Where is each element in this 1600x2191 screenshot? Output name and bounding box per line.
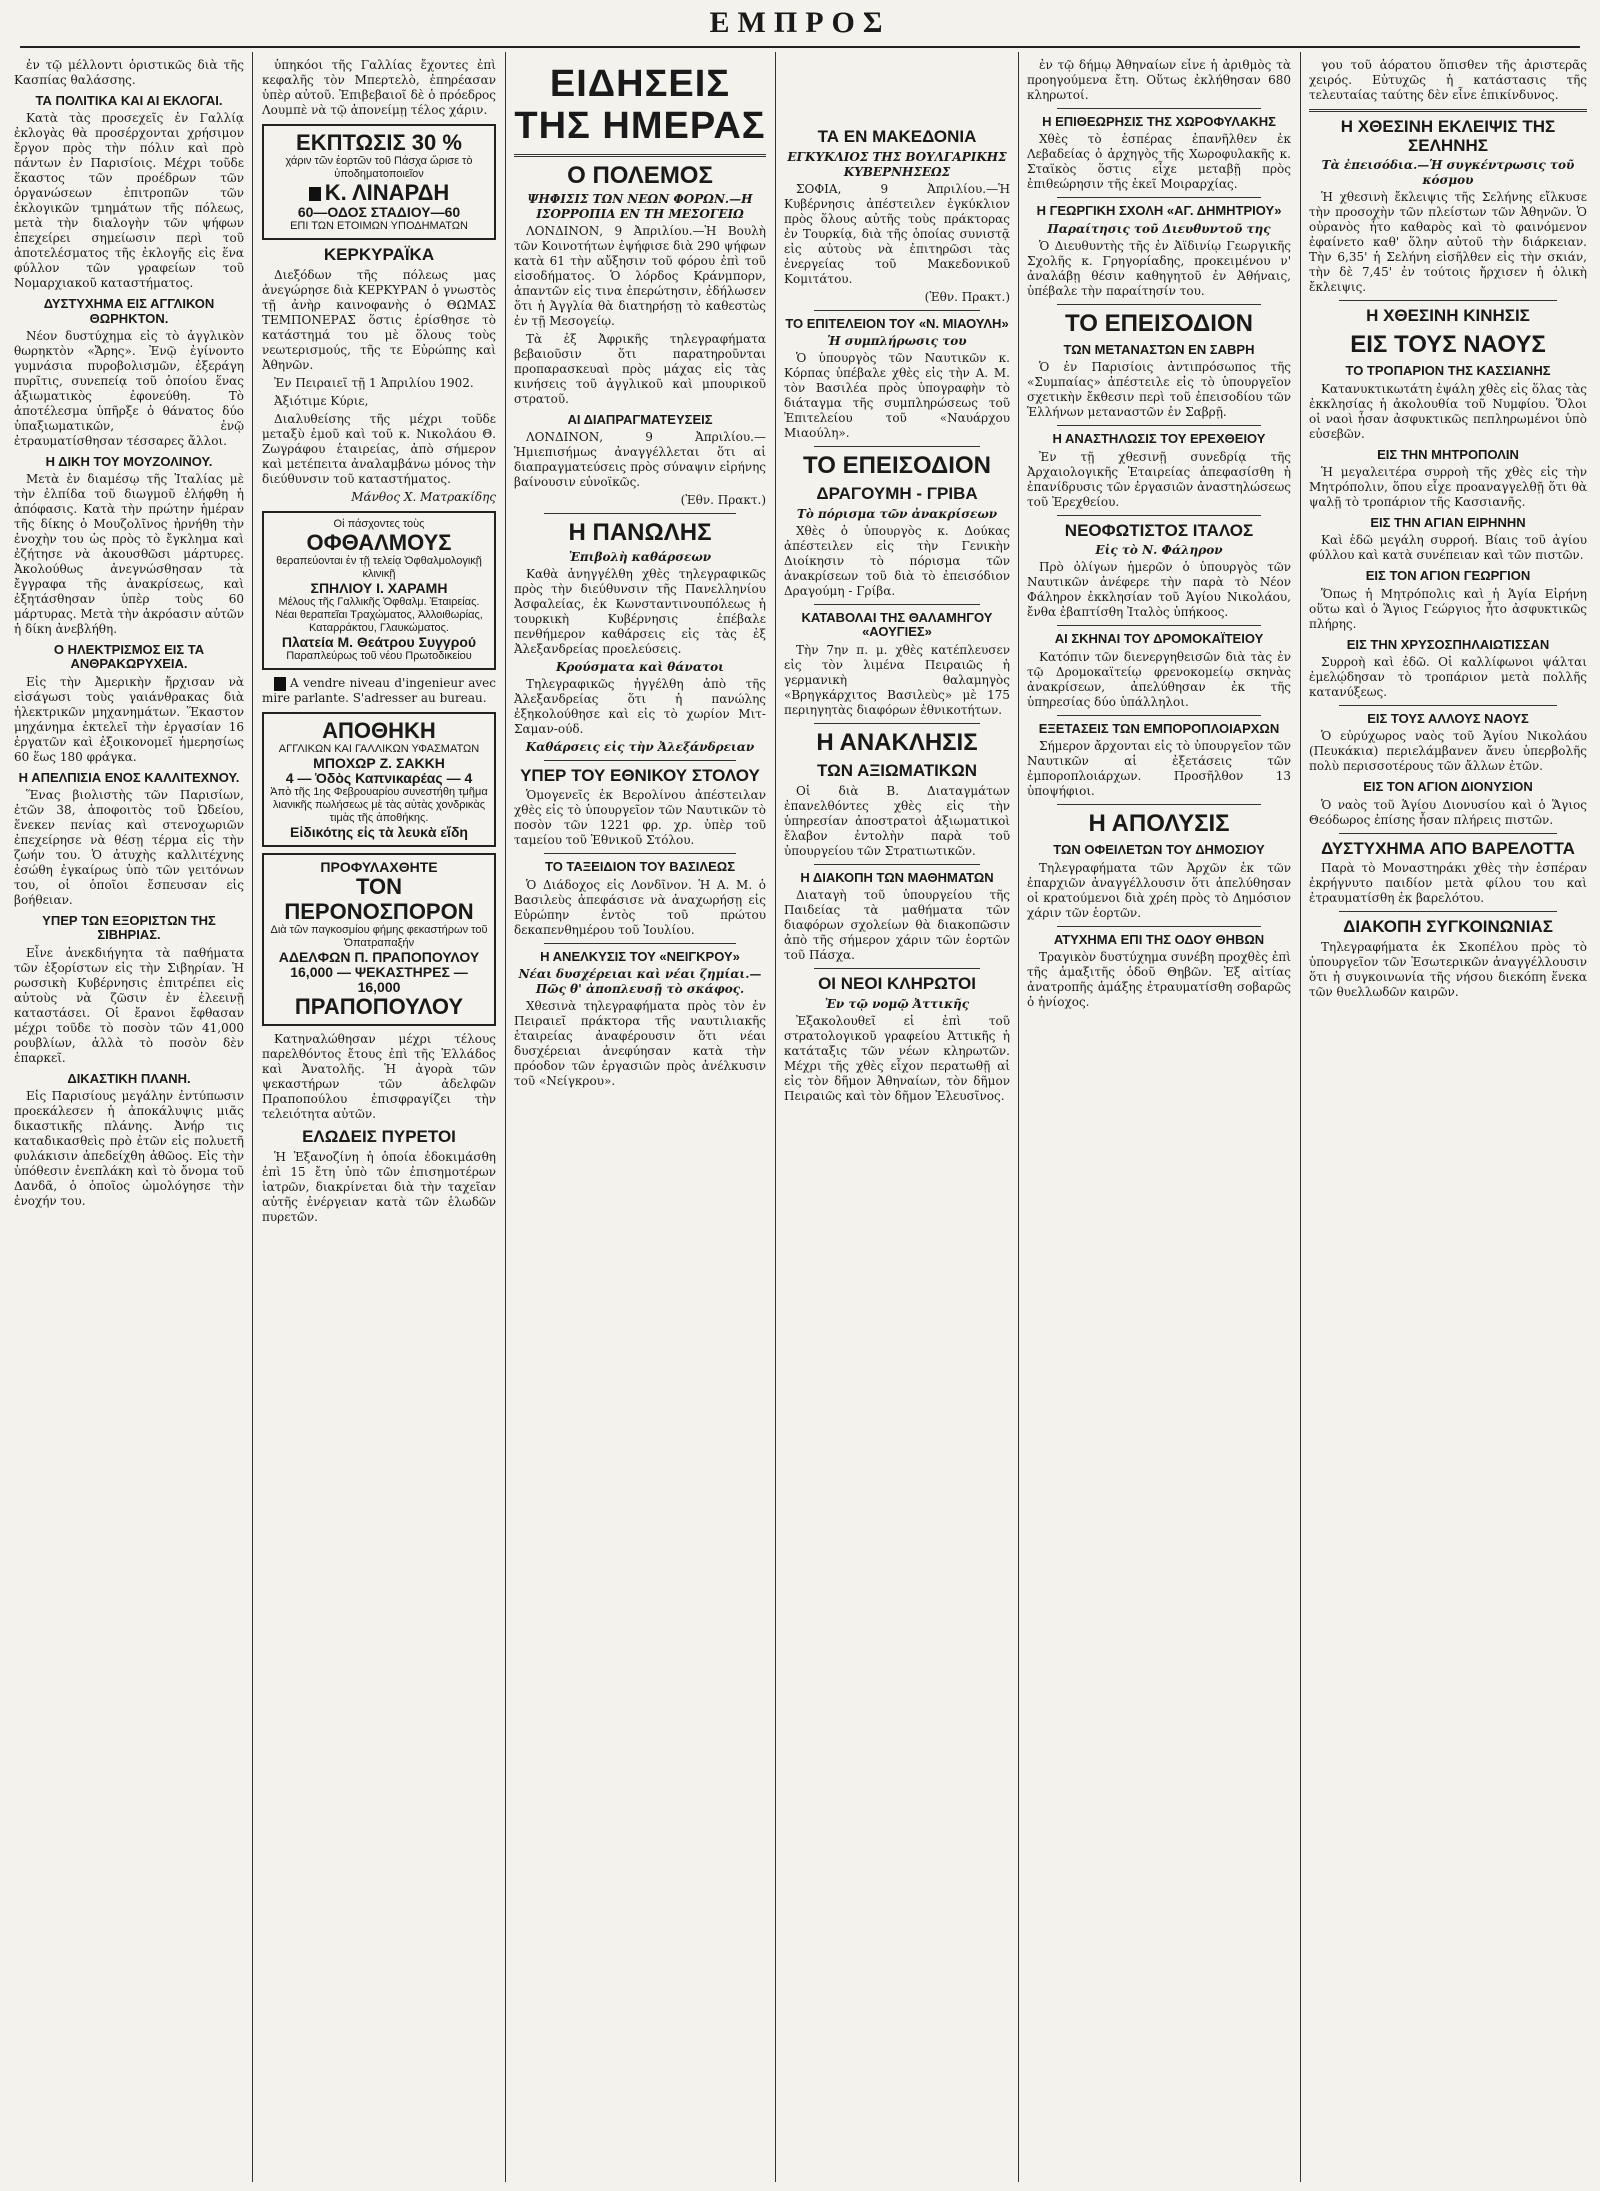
divider — [544, 760, 736, 761]
headline: ΤΟ ΤΡΟΠΑΡΙΟΝ ΤΗΣ ΚΑΣΣΙΑΝΗΣ — [1345, 363, 1551, 379]
headline: Ο ΠΟΛΕΜΟΣ — [567, 161, 713, 189]
column-rule — [505, 52, 506, 2182]
column-5 — [1027, 58, 1291, 2178]
divider — [544, 513, 736, 514]
article-text: Τηλεγραφικῶς ἠγγέλθη ἀπὸ τῆς Ἀλεξανδρείας ὅτι ἡ πανώλης ἐξηκολούθησε καὶ εἰς τὸ χωρίον Μιτ-Σαμαν-ούδ. — [514, 676, 766, 736]
article-text: Τραγικὸν δυστύχημα συνέβη προχθὲς ἐπὶ τῆς ἁμαξιτῆς ὁδοῦ Θηβῶν. Ἐξ αἰτίας ἀνατροπῆς ἁμάξης ἐτραυματίσθη σοβαρῶς ὁ ἡνίοχος. — [1027, 949, 1291, 1009]
article-text: Εἰς τὴν Ἀμερικὴν ἤρχισαν νὰ εἰσάγωσι τοὺς γαιάνθρακας διὰ ἠλεκτρικῶν μηχανημάτων. Ἕκαστον μηχάνημα ἐκτελεῖ τὴν ἐργασίαν 16 ἐργατῶν καὶ ἐξοικονομεῖ ἡμερησίως 60 ἕως 180 φράγκα. — [14, 674, 244, 764]
ad-name: Κ. ΛΙΝΑΡΔΗ — [268, 181, 490, 205]
article-text: Χθὲς ὁ ὑπουργὸς κ. Δούκας ἀπέστειλεν εἰς τὴν Γενικὴν Διοίκησιν τὸ πόρισμα τῶν ἀνακρίσεων τοῦ διὰ τὸ ἐπεισόδιον Δραγούμη - Γρίβα. — [784, 524, 1010, 599]
divider — [1057, 304, 1261, 305]
headline: ΔΡΑΓΟΥΜΗ - ΓΡΙΒΑ — [816, 484, 978, 504]
headline: Η ΧΘΕΣΙΝΗ ΚΙΝΗΣΙΣ — [1366, 306, 1530, 326]
ad-count: 16,000 — ΨΕΚΑΣΤΗΡΕΣ — 16,000 — [290, 963, 468, 995]
ad-address: Πλατεία Μ. Θεάτρου Συγγρού — [281, 634, 477, 651]
article-text: Ἐξακολουθεῖ εἰ ἐπὶ τοῦ στρατολογικοῦ γραφείου Ἀττικῆς ἡ κατάταξις τῶν νέων κληρωτῶν. Μέχρι τῆς χθὲς εἶχον περατωθῇ αἱ εἰς τὸν δῆμον Ἀθηναίων, τὸν δῆμον Πειραιῶς καὶ τὸν δῆμον Ἐλευσῖνος. — [784, 1013, 1010, 1103]
advertisement-ophthalmology — [262, 511, 496, 670]
bullet-icon — [309, 187, 321, 201]
ad-text: ΑΓΓΛΙΚΩΝ ΚΑΙ ΓΑΛΛΙΚΩΝ ΥΦΑΣΜΑΤΩΝ — [278, 743, 480, 756]
subheadline: Ἡ συμπλήρωσις του — [827, 333, 967, 348]
headline: ΕΙΣ ΤΟΥΣ ΑΛΛΟΥΣ ΝΑΟΥΣ — [1367, 710, 1529, 726]
source-credit: (Ἐθν. Πρακτ.) — [924, 289, 1010, 304]
article-text: Ὁ Διευθυντὴς τῆς ἐν Ἀϊδινίῳ Γεωργικῆς Σχολῆς κ. Γρηγορίαδης, προκειμένου ν' ἀναλάβῃ θέσιν καθηγητοῦ ἐν Ἀθήναις, ὑπέβαλε τὴν παραίτησίν του. — [1027, 238, 1291, 298]
headline: Η ΑΝΕΛΚΥΣΙΣ ΤΟΥ «ΝΕΙΓΚΡΟΥ» — [540, 948, 740, 964]
divider — [1057, 425, 1261, 426]
masthead-title: ΕΜΠΡΟΣ — [709, 6, 891, 39]
ad-address: 60—ΟΔΟΣ ΣΤΑΔΙΟΥ—60 — [297, 204, 461, 221]
headline: ΚΑΤΑΒΟΛΑΙ ΤΗΣ ΘΑΛΑΜΗΓΟΥ «ΑΟΥΓΙΕΣ» — [801, 610, 993, 640]
article-text: Διεξόδων τῆς πόλεως μας ἀνεγώρησε διὰ ΚΕΡΚΥΡΑΝ ὁ γνωστὸς τῇ ἀνὴρ καινοφανὴς ὁ ΘΩΜΑΣ ΤΕΜΠΟΝΕΡΑΣ ὅστις ἐρίσθησε τὸ κατάστημά του μὲ ὅλους τοὺς νεωτερισμούς, τῆς τε Εὐρώπης καὶ Ἀθηνῶν. — [262, 268, 496, 373]
divider — [814, 604, 980, 605]
subheadline: Τὸ πόρισμα τῶν ἀνακρίσεων — [796, 507, 998, 522]
subheadline: Νέαι δυσχέρειαι καὶ νέαι ζημίαι.—Πῶς θ' ἀποπλευσῇ τὸ σκάφος. — [518, 966, 762, 996]
article-text: Καὶ ἐδῶ μεγάλη συρροή. Βίαις τοῦ ἀγίου φύλλου καὶ κατὰ συνέπειαν καὶ τῶν πιστῶν. — [1309, 533, 1587, 563]
headline: Η ΠΑΝΩΛΗΣ — [568, 519, 712, 547]
article-text: Κατανυκτικωτάτη ἐψάλη χθὲς εἰς ὅλας τὰς ἐκκλησίας ἡ ἀκολουθία τοῦ Νυμφίου. Ὅλοι οἱ ναοὶ ἦσαν ἀσφυκτικῶς πεπληρωμένοι ὑπὸ εὐσεβῶν. — [1309, 381, 1587, 441]
ad-text: Μέλους τῆς Γαλλικῆς Ὀφθαλμ. Ἑταιρείας. Νέαι θεραπεῖαι Τραχώματος, Ἀλλοιθωρίας, Καταρράκτου, Γλαυκώματος. — [275, 596, 483, 635]
article-text: Χθὲς τὸ ἑσπέρας ἐπανῆλθεν ἐκ Λεβαδείας ὁ ἀρχηγὸς τῆς Χωροφυλακῆς κ. Σταϊκὸς ὅστις εἶχε μεταβῇ πρὸς ἐπιθεώρησιν τῆς ἐκεῖ Μοιραρχίας. — [1027, 132, 1291, 192]
article-text: Χθεσινὰ τηλεγραφήματα πρὸς τὸν ἐν Πειραιεῖ πράκτορα τῆς ναυτιλιακῆς ἑταιρείας ἀναφέρουσιν ὅτι νέαι δυσχέρειαι ἀνεφύησαν κατὰ τὴν πρόοδον τῶν ἐργασιῶν πρὸς ἀνέλκυσιν τοῦ «Νείγκρου». — [514, 998, 766, 1088]
headline: ΑΙ ΔΙΑΠΡΑΓΜΑΤΕΥΣΕΙΣ — [567, 411, 713, 427]
article-text: Σήμερον ἄρχονται εἰς τὸ ὑπουργεῖον τῶν Ναυτικῶν αἱ ἐξετάσεις τῶν ἐμποροπλοιάρχων. Προσῆλθον 13 ὑποψήφιοι. — [1027, 738, 1291, 798]
article-text: ΣΟΦΙΑ, 9 Ἀπριλίου.—Ἡ Κυβέρνησις ἀπέστειλεν ἐγκύκλιον πρὸς ὅλους αὐτῆς τοὺς πράκτορας ἐν Τουρκίᾳ, διὰ τῆς ὁποίας συνιστᾷ εἰς αὐτοὺς νὰ ἐπιτηρῶσι τὰς ἐνεργείας τοῦ Μακεδονικοῦ Κομιτάτου. — [784, 181, 1010, 286]
article-text: Ὁ ναὸς τοῦ Ἁγίου Διονυσίου καὶ ὁ Ἅγιος Θεόδωρος ἐπίσης ἦσαν πλήρεις πιστῶν. — [1309, 797, 1587, 827]
advertisement-discount — [262, 124, 496, 240]
letter-signature: Μάνθος Χ. Ματρακίδης — [351, 490, 496, 505]
divider — [544, 853, 736, 854]
masthead-rule — [20, 46, 1580, 48]
subheadline: ΕΙΣ ΤΗΝ ΧΡΥΣΟΣΠΗΛΑΙΩΤΙΣΣΑΝ — [1346, 636, 1550, 652]
article-text: Διαταγὴ τοῦ ὑπουργείου τῆς Παιδείας τὰ μαθήματα τῶν διαφόρων σχολείων θὰ διακοπῶσιν ἀπὸ τῆς σήμερον χάριν τῶν ἑορτῶν τοῦ Πάσχα. — [784, 888, 1010, 963]
headline: ΟΙ ΝΕΟΙ ΚΛΗΡΩΤΟΙ — [818, 974, 976, 994]
ad-text: Ἀπὸ τῆς 1ης Φεβρουαρίου συνεστήθη τμῆμα λιανικῆς πωλήσεως μὲ τὰς αὐτὰς χονδρικὰς τιμὰς τῆς ἀποθήκης. — [270, 786, 488, 825]
headline: ΔΙΚΑΣΤΙΚΗ ΠΛΑΝΗ. — [67, 1070, 191, 1086]
headline: ΤΩΝ ΟΦΕΙΛΕΤΩΝ ΤΟΥ ΔΗΜΟΣΙΟΥ — [1053, 842, 1265, 858]
divider — [1057, 804, 1261, 805]
column-6 — [1309, 58, 1587, 2178]
article-text: Τηλεγραφήματα τῶν Ἀρχῶν ἐκ τῶν ἐπαρχιῶν ἀναγγέλλουσιν ὅτι ἀπελύθησαν οἱ κρατούμενοι διὰ χρέη πρὸς τὸ Δημόσιον χάριν τῶν ἑορτῶν. — [1027, 860, 1291, 920]
column-rule — [1018, 52, 1019, 2182]
headline: ΥΠΕΡ ΤΩΝ ΕΞΟΡΙΣΤΩΝ ΤΗΣ ΣΙΒΗΡΙΑΣ. — [42, 913, 216, 943]
article-text: Εἶνε ἀνεκδιήγητα τὰ παθήματα τῶν ἐξορίστων εἰς τὴν Σιβηρίαν. Ἡ ρωσσικὴ Κυβέρνησις ἐπιτρέπει εἰς αὐτοὺς νὰ ζῶσιν ἐν ἐλεεινῇ καταστάσει. Οἱ ἔρανοι ἔφθασαν μέχρι τοῦδε τὸ ποσὸν τῶν 41,000 ρουβλίων, ἀλλὰ τὸ ποσὸν δὲν ἐπαρκεῖ. — [14, 945, 244, 1065]
headline: ΕΞΕΤΑΣΕΙΣ ΤΩΝ ΕΜΠΟΡΟΠΛΟΙΑΡΧΩΝ — [1038, 720, 1280, 736]
headline: ΔΥΣΤΥΧΗΜΑ ΑΠΟ ΒΑΡΕΛΟΤΤΑ — [1321, 838, 1575, 858]
divider — [1057, 625, 1261, 626]
article-text: Πρὸ ὀλίγων ἡμερῶν ὁ ὑπουργὸς τῶν Ναυτικῶν ἀνέφερε τὴν παρὰ τὸ Νέον Φάληρον ἐκκλησίαν τοῦ Ἁγίου Νικολάου, ἔνθα ἐβαπτίσθη Ἰταλὸς ὑπήκοος. — [1027, 560, 1291, 620]
column-4 — [784, 58, 1010, 2178]
ad-head: ΠΡΟΦΥΛΑΧΘΗΤΕ — [320, 859, 438, 876]
article-text: ἐν τῷ μέλλοντι ὁριστικῶς διὰ τῆς Κασπίας θαλάσσης. — [14, 58, 244, 87]
ad-title: ΤΟΝ ΠΕΡΟΝΟΣΠΟΡΟΝ — [284, 874, 474, 924]
headline: ΔΙΑΚΟΠΗ ΣΥΓΚΟΙΝΩΝΙΑΣ — [1343, 917, 1553, 937]
article-text: Εἰς Παρισίους μεγάλην ἐντύπωσιν προεκάλεσεν ἡ ἀποκάλυψις μιᾶς δικαστικῆς πλάνης. Ἀνήρ τις καταδικασθεὶς πρὸ ἐτῶν εἰς πολυετῆ φυλάκισιν ἀπεδείχθη ἀθῶος. Εἰς τὴν ὑπόθεσιν ἐνεπλάκη καὶ τὸ ὄνομα τοῦ Δανδᾶ, ὁ ὁποῖος ὡμολόγησε τὴν ἐνοχήν του. — [14, 1088, 244, 1208]
ad-name: ΜΠΟΧΩΡ Ζ. ΣΑΚΚΗ — [313, 755, 445, 772]
headline: Η ΑΠΟΛΥΣΙΣ — [1088, 809, 1230, 837]
ad-footer: Εἰδικότης εἰς τὰ λευκὰ εἴδη — [290, 824, 468, 841]
headline: Η ΑΝΑΚΛΗΣΙΣ — [816, 728, 978, 756]
headline: ΕΙΣ ΤΟΥΣ ΝΑΟΥΣ — [1350, 331, 1546, 359]
divider — [544, 943, 736, 944]
article-text: Κατηναλώθησαν μέχρι τέλους παρελθόντος ἔτους ἐπὶ τῆς Ἑλλάδος καὶ Ἀνατολῆς. Ἡ ἀγορὰ τῶν ψεκαστήρων τῶν ἀδελφῶν Πραποπούλου ἐπισφραγίζει τὴν τελειότητα αὐτῶν. — [262, 1032, 496, 1121]
article-text: Παρὰ τὸ Μοναστηράκι χθὲς τὴν ἑσπέραν ἐκρήγνυτο παιδίον μετὰ φίλου του καὶ ἐτραυματίσθη ἐκ βαρελότου. — [1309, 861, 1587, 906]
ad-address: 4 — Ὁδὸς Καπνικαρέας — 4 — [285, 770, 473, 787]
ad-title: ΑΠΟΘΗΚΗ — [322, 718, 436, 744]
headline: Η ΔΙΑΚΟΠΗ ΤΩΝ ΜΑΘΗΜΑΤΩΝ — [800, 869, 994, 885]
article-text: Ὁ εὐρύχωρος ναὸς τοῦ Ἁγίου Νικολάου (Πευκάκια) περιελάμβανεν ἄνευ ὑπερβολῆς πολὺ περισσοτέρους τῶν ἄλλων ἐτῶν. — [1309, 729, 1587, 774]
article-text: Ἡ χθεσινὴ ἔκλειψις τῆς Σελήνης εἴλκυσε τὴν προσοχὴν τῶν πλείστων τῶν Ἀθηνῶν. Ὁ οὐρανὸς ἦτο καθαρὸς καὶ τὸ φαινόμενον ἐφαίνετο καθ' ὅλην αὐτοῦ τὴν διάρκειαν. Τὴν 6,35' ἡ Σελήνη εἰσῆλθεν εἰς τὴν σκιάν, τὴν δὲ 7,45' ἐν τούτοις ἤρχισεν ἡ ὁλικὴ ἔκλειψις. — [1309, 190, 1587, 295]
article-text: Οἱ διὰ Β. Διαταγμάτων ἐπανελθόντες χθὲς εἰς τὴν ὑπηρεσίαν ἀποστρατοὶ ἀξιωματικοὶ ἔλαβον ἐντολὴν παρὰ τοῦ ὑπουργείου τῶν Στρατιωτικῶν. — [784, 783, 1010, 858]
letter-salutation: Ἀξιότιμε Κύριε, — [274, 394, 369, 409]
headline: ΤΟ ΕΠΕΙΣΟΔΙΟΝ — [803, 451, 991, 479]
article-text: Ἕνας βιολιστὴς τῶν Παρισίων, ἐτῶν 38, ἀποφοιτὸς τοῦ Ὠδείου, ἕνεκεν πενίας καὶ στενοχωριῶν ἐπεχείρησε νὰ θέσῃ τέρμα εἰς τὴν ζωήν του. Ὁ ἀτυχὴς καλλιτέχνης ἐσώθη ἐγκαίρως ὑπὸ τῶν γειτόνων του, οἱ ὁποῖοι ἔσπευσαν εἰς βοήθειαν. — [14, 788, 244, 908]
article-text: Συρροὴ καὶ ἐδῶ. Οἱ καλλίφωνοι ψάλται ἐμελῴδησαν τὸ τροπάριον μετὰ πολλῆς κατανύξεως. — [1309, 654, 1587, 699]
bullet-icon — [274, 677, 286, 691]
ad-footer: ΕΠΙ ΤΩΝ ΕΤΟΙΜΩΝ ΥΠΟΔΗΜΑΤΩΝ — [290, 220, 468, 233]
column-2 — [262, 58, 496, 2178]
article-text: Τὰ ἐξ Ἀφρικῆς τηλεγραφήματα βεβαιοῦσιν ὅτι παρατηροῦνται προπαρασκευαὶ πρὸς μάχας εἰς τὰς κινήσεις τοῦ ἀγγλικοῦ καὶ μπουρικοῦ στρατοῦ. — [514, 331, 766, 406]
headline: Η ΑΠΕΛΠΙΣΙΑ ΕΝΟΣ ΚΑΛΛΙΤΕΧΝΟΥ. — [18, 769, 240, 785]
divider — [1309, 109, 1587, 112]
divider — [1339, 833, 1557, 834]
divider — [814, 864, 980, 865]
article-text: Ἐν τῇ χθεσινῇ συνεδρίᾳ τῆς Ἀρχαιολογικῆς Ἑταιρείας ἀπεφασίσθη ἡ ἐπανίδρυσις τῶν ἐργασιῶν ἀναστηλώσεως τοῦ Ἐρεχθείου. — [1027, 449, 1291, 509]
subheadline: Ἐπιβολὴ καθάρσεων — [568, 549, 712, 564]
source-credit: (Ἐθν. Πρακτ.) — [680, 493, 766, 508]
article-text: Νέον δυστύχημα εἰς τὸ ἀγγλικὸν θωρηκτὸν «Ἄρης». Ἐνῷ ἐγίνοντο γυμνάσια πυροβολισμῶν, ἐξεράγη πυρῖτις, συνεπείᾳ τοῦ ὁποίου ἕνας ἀξιωματικὸς ἐφονεύθη. Τὸ ἀποτέλεσμα ὑπῆρξε ὁ θάνατος δύο ὑπαξιωματικῶν, ἐνῷ ἐτραυματίσθησαν τέσσαρες ἄλλοι. — [14, 328, 244, 448]
headline: ΥΠΕΡ ΤΟΥ ΕΘΝΙΚΟΥ ΣΤΟΛΟΥ — [520, 765, 760, 785]
advertisement-sprayers — [262, 853, 496, 1026]
ad-text: χάριν τῶν ἑορτῶν τοῦ Πάσχα ὥρισε τὸ ὑποδηματοποιεῖον — [285, 155, 473, 181]
divider — [814, 310, 980, 311]
column-rule — [252, 52, 253, 2182]
article-text: Μετὰ ἐν διαμέσῳ τῆς Ἰταλίας μὲ τὴν ἐλπίδα τοῦ διωγμοῦ ἐλήφθη ἡ ἀπόφασις. Κατὰ τὴν πρώτην ἡμέραν τῆς δίκης ὁ Μουζολῖνος ἠρνήθη τὴν ἐνοχὴν του ὡς πρὸς τὸ ἔγκλημα καὶ ἐζήτησε νὰ ἀκουσθῶσι μάρτυρες. Ἀκολούθως ἀνεγνώσθησαν τὰ ἔγγραφα τῆς ἀνακρίσεως, καὶ ἐξητάσθησαν ὑπὲρ τοὺς 60 μάρτυρας. Μετὰ τὴν ἀκρόασιν αὐτῶν ἡ δίκη ἀνεβλήθη. — [14, 472, 244, 637]
article-text: Ἡ μεγαλειτέρα συρροὴ τῆς χθὲς εἰς τὴν Μητρόπολιν, ὅπου εἶχε προαναγγελθῇ ὅτι θὰ ψαλῇ τὸ τροπάριον τῆς Κασσιανῆς. — [1309, 465, 1587, 510]
classified-ad: A vendre niveau d'ingenieur avec mire parlante. S'adresser au bureau. — [262, 676, 496, 706]
subheadline: ΕΙΣ ΤΟΝ ΑΓΙΟΝ ΓΕΩΡΓΙΟΝ — [1365, 568, 1531, 584]
ad-text: θεραπεύονται ἐν τῇ τελείᾳ Ὀφθαλμολογικῇ κλινικῇ — [276, 555, 482, 581]
article-text: Ὅπως ἡ Μητρόπολις καὶ ἡ Ἁγία Εἰρήνη οὕτω καὶ ὁ Ἅγιος Γεώργιος ἦτο ἀσφυκτικῶς πλήρης. — [1309, 586, 1587, 631]
divider — [1057, 108, 1261, 109]
ad-text: Διὰ τῶν παγκοσμίου φήμης φεκαστήρων τοῦ Ὀπατραπαξήν — [270, 923, 488, 949]
headline: Η ΑΝΑΣΤΗΛΩΣΙΣ ΤΟΥ ΕΡΕΧΘΕΙΟΥ — [1052, 431, 1266, 447]
ad-address: Παραπλεύρως τοῦ νέου Πρωτοδικείου — [286, 650, 472, 663]
subheadline: Τὰ ἐπεισόδια.—Ἡ συγκέντρωσις τοῦ κόσμου — [1321, 158, 1575, 188]
article-text: Τὴν 7ην π. μ. χθὲς κατέπλευσεν εἰς τὸν λιμένα Πειραιῶς ἡ γερμανικὴ θαλαμηγὸς «Βρηγκάρχιτος Βασιλεὺς» μὲ 175 περιηγητὰς διαφόρων ἐθνικοτήτων. — [784, 642, 1010, 717]
headline: ΤΩΝ ΑΞΙΩΜΑΤΙΚΩΝ — [817, 761, 977, 781]
headline: ΑΙ ΣΚΗΝΑΙ ΤΟΥ ΔΡΟΜΟΚΑΪΤΕΙΟΥ — [1054, 631, 1264, 647]
article-text: Ὁ Διάδοχος εἰς Λονδῖνον. Ἡ Α. Μ. ὁ Βασιλεὺς ἀπεφάσισε νὰ ἀναχωρήσῃ εἰς Εὐρώπην ἐντὸς τοῦ πρώτου δεκαπενθημέρου τοῦ Ἰουλίου. — [514, 877, 766, 937]
ad-name: ΑΔΕΛΦΩΝ Π. ΠΡΑΠΟΠΟΥΛΟΥ — [278, 948, 480, 965]
subheadline: ΨΗΦΙΣΙΣ ΤΩΝ ΝΕΩΝ ΦΟΡΩΝ.—Η ΙΣΟΡΡΟΠΙΑ ΕΝ ΤΗ ΜΕΣΟΓΕΙΩ — [527, 191, 753, 221]
article-text: γου τοῦ ἀόρατου ὅπισθεν τῆς ἀριστερᾶς χειρός. Εὐτυχῶς ἡ κατάστασις τῆς τελευταίας ταύτης δὲν εἶνε ἐπικίνδυνος. — [1309, 58, 1587, 102]
divider — [814, 968, 980, 969]
divider — [1339, 705, 1557, 706]
article-text: Τηλεγραφήματα ἐκ Σκοπέλου πρὸς τὸ ὑπουργεῖον τῶν Ἐσωτερικῶν ἀναγγέλλουσιν ὅτι ἡ συγκοινωνία τῆς νήσου διεκόπη ἕνεκα τῶν θυελλωδῶν καιρῶν. — [1309, 939, 1587, 999]
divider — [514, 154, 766, 157]
subheadline: Ἐν τῷ νομῷ Ἀττικῆς — [824, 996, 970, 1011]
subheadline: Κρούσματα καὶ θάνατοι — [556, 659, 724, 674]
subheadline: Εἰς τὸ Ν. Φάληρον — [1095, 543, 1223, 558]
subheadline: ΕΙΣ ΤΟΝ ΑΓΙΟΝ ΔΙΟΝΥΣΙΟΝ — [1363, 779, 1533, 795]
divider — [1057, 197, 1261, 198]
article-text: ὑπηκόοι τῆς Γαλλίας ἔχοντες ἐπὶ κεφαλῆς τὸν Μπερτελὸ, ἐπηρέασαν ὑπὲρ αὐτοῦ. Ἐπιβεβαιοῖ δὲ ὁ πρόεδρος Λουμπὲ νὰ τῷ ἀπονείμῃ τέλος χάριν. — [262, 58, 496, 117]
divider — [814, 446, 980, 447]
ad-footer: ΠΡΑΠΟΠΟΥΛΟΥ — [294, 993, 464, 1019]
headline: ΔΥΣΤΥΧΗΜΑ ΕΙΣ ΑΓΓΛΙΚΟΝ ΘΩΡΗΚΤΟΝ. — [43, 296, 215, 326]
ad-title: ΕΚΠΤΩΣΙΣ 30 % — [296, 130, 462, 155]
headline: Η ΧΘΕΣΙΝΗ ΕΚΛΕΙΨΙΣ ΤΗΣ ΣΕΛΗΝΗΣ — [1340, 117, 1556, 155]
headline: ΚΕΡΚΥΡΑΪΚΑ — [323, 245, 435, 265]
subheadline: Καθάρσεις εἰς τὴν Ἀλεξάνδρειαν — [525, 739, 755, 754]
headline: ΝΕΟΦΩΤΙΣΤΟΣ ΙΤΑΛΟΣ — [1064, 520, 1254, 540]
column-1 — [14, 58, 244, 2178]
article-text: Ὁ ἐν Παρισίοις ἀντιπρόσωπος τῆς «Συμπαίας» ἀπέστειλε εἰς τὸ ὑπουργεῖον σχετικὴν ἔκθεσιν περὶ τοῦ ἐπεισοδίου τῶν Ἑλλήνων μεταναστῶν ἐν Σαβρῇ. — [1027, 360, 1291, 420]
section-banner: ΕΙΔΗΣΕΙΣ ΤΗΣ ΗΜΕΡΑΣ — [514, 63, 766, 147]
ad-name: ΣΠΗΛΙΟΥ Ι. ΧΑΡΑΜΗ — [310, 580, 448, 597]
headline: ΑΤΥΧΗΜΑ ΕΠΙ ΤΗΣ ΟΔΟΥ ΘΗΒΩΝ — [1053, 931, 1265, 947]
divider — [814, 723, 980, 724]
subheadline: ΕΙΣ ΤΗΝ ΑΓΙΑΝ ΕΙΡΗΝΗΝ — [1370, 515, 1526, 531]
divider — [1339, 300, 1557, 301]
headline: ΕΛΩΔΕΙΣ ΠΥΡΕΤΟΙ — [302, 1127, 456, 1146]
divider — [1057, 926, 1261, 927]
article-text: ΛΟΝΔΙΝΟΝ, 9 Ἀπριλίου.—Ἡ Βουλὴ τῶν Κοινοτήτων ἐψήφισε διὰ 290 ψήφων κατὰ 61 τὴν αὔξησιν τοῦ φόρου ἐπὶ τοῦ εἰσοδήματος. Ὁ λόρδος Κράνμπορν, ἀπαντῶν εἰς τινα ἐπερώτησιν, ἐδήλωσεν ὅτι ἡ Ἀγγλία θὰ διατηρήσῃ τὸ καθεστὼς ἐν τῇ Μεσογείῳ. — [514, 223, 766, 328]
headline: Η ΕΠΙΘΕΩΡΗΣΙΣ ΤΗΣ ΧΩΡΟΦΥΛΑΚΗΣ — [1042, 114, 1276, 129]
divider — [1057, 715, 1261, 716]
column-rule — [1300, 52, 1301, 2182]
column-3 — [514, 58, 766, 2178]
subheadline: ΕΓΚΥΚΛΙΟΣ ΤΗΣ ΒΟΥΛΓΑΡΙΚΗΣ ΚΥΒΕΡΝΗΣΕΩΣ — [787, 149, 1007, 179]
article-text: Ἡ Ἑξανοζίνη ἡ ὁποία ἐδοκιμάσθη ἐπὶ 15 ἔτη ὑπὸ τῶν ἐπισημοτέρων ἰατρῶν, διακρίνεται διὰ τὴν ταχεῖαν αὐτῆς ἐνέργειαν κατὰ τῶν ἑλωδῶν πυρετῶν. — [262, 1149, 496, 1224]
article-text: Ὁ ὑπουργὸς τῶν Ναυτικῶν κ. Κόρπας ὑπέβαλε χθὲς εἰς τὴν Α. Μ. τὸν Βασιλέα πρὸς ὑπογραφὴν τὸ διάταγμα τῆς συμπληρώσεως τοῦ Ἐπιτελείου τοῦ «Ναυάρχου Μιαούλη». — [784, 350, 1010, 440]
article-text: ΛΟΝΔΙΝΟΝ, 9 Ἀπριλίου.—Ἡμιεπισήμως ἀναγγέλλεται ὅτι αἱ διαπραγματεύσεις πρὸς σύναψιν εἰρήνης βαίνουσιν εὐνοϊκῶς. — [514, 430, 766, 490]
subheadline: ΕΙΣ ΤΗΝ ΜΗΤΡΟΠΟΛΙΝ — [1377, 446, 1519, 462]
headline: ΤΟ ΤΑΞΕΙΔΙΟΝ ΤΟΥ ΒΑΣΙΛΕΩΣ — [544, 859, 735, 875]
advertisement-fabrics — [262, 712, 496, 847]
divider — [1057, 515, 1261, 516]
headline: ΤΟ ΕΠΕΙΣΟΔΙΟΝ — [1065, 309, 1253, 337]
headline: ΤΑ ΠΟΛΙΤΙΚΑ ΚΑΙ ΑΙ ΕΚΛΟΓΑΙ. — [35, 93, 223, 108]
article-text: Καθὰ ἀνηγγέλθη χθὲς τηλεγραφικῶς πρὸς τὴν διεύθυνσιν τῆς Πανελληνίου Ἀσφαλείας, ἐκ Κωνσταντινουπόλεως ἡ τουρκικὴ Κυβέρνησις ἐπέβαλε πενθήμερον καθάρσεις εἰς τὰς ἐξ Ἀλεξανδρείας προελεύσεις. — [514, 566, 766, 656]
headline: ΤΑ ΕΝ ΜΑΚΕΔΟΝΙΑ — [817, 127, 977, 146]
ad-title: ΟΦΘΑΛΜΟΥΣ — [306, 530, 452, 556]
ad-head: Οἱ πάσχοντες τοὺς — [333, 518, 425, 531]
column-rule — [775, 52, 776, 2182]
divider — [1339, 911, 1557, 912]
headline: Η ΓΕΩΡΓΙΚΗ ΣΧΟΛΗ «ΑΓ. ΔΗΜΗΤΡΙΟΥ» — [1036, 203, 1282, 219]
headline: Η ΔΙΚΗ ΤΟΥ ΜΟΥΖΟΛΙΝΟΥ. — [45, 453, 213, 469]
article-text: Διαλυθείσης τῆς μέχρι τοῦδε μεταξὺ ἐμοῦ καὶ τοῦ κ. Νικολάου Θ. Ζωγράφου ἑταιρείας, ἀπὸ σήμερον καὶ μετέπειτα ἀναλαμβάνω μόνος τὴν διεύθυνσιν τοῦ καταστήματος. — [262, 412, 496, 487]
headline: Ο ΗΛΕΚΤΡΙΣΜΟΣ ΕΙΣ ΤΑ ΑΝΘΡΑΚΩΡΥΧΕΙΑ. — [53, 642, 205, 672]
headline: ΤΟ ΕΠΙΤΕΛΕΙΟΝ ΤΟΥ «Ν. ΜΙΑΟΥΛΗ» — [785, 315, 1009, 331]
letter-date: Ἐν Πειραιεῖ τῇ 1 Ἀπριλίου 1902. — [274, 376, 474, 391]
article-text: Κατόπιν τῶν διενεργηθεισῶν διὰ τὰς ἐν τῷ Δρομοκαϊτείῳ φρενοκομείῳ σκηνὰς ἀνακρίσεων, ἀπελύθησαν ἐκ τῆς ὑπηρεσίας δύο ὑπάλληλοι. — [1027, 649, 1291, 709]
article-text: Κατὰ τὰς προσεχεῖς ἐν Γαλλίᾳ ἐκλογὰς θὰ προσέρχονται χρήσιμον ἔργον πρὸς τὴν πόλιν καὶ πρὸ πάντων ἐν Παρισίοις. Μέχρι τοῦδε ἕκαστος τῶν προέδρων τῶν ὁργανώσεων ἐπιτροπῶν τῶν ἐκλογικῶν τμημάτων τῆς πόλεως, μετὰ τὴν διαλογὴν τῶν ψήφων ἐπεχείρει σημείωσιν περὶ τοῦ ἀποτελέσματος τῆς ἐκλογῆς εἰς ἕνα φύλλον τῶν γραφείων τοῦ Νομαρχιακοῦ καταστήματος. — [14, 111, 244, 291]
article-text: ἐν τῷ δήμῳ Ἀθηναίων εἶνε ἡ ἀριθμὸς τὰ προηγούμενα ἔτη. Οὕτως ἐκλήθησαν 680 κληρωτοί. — [1027, 58, 1291, 102]
headline: ΤΩΝ ΜΕΤΑΝΑΣΤΩΝ ΕΝ ΣΑΒΡΗ — [1063, 341, 1255, 357]
article-text: Ὁμογενεῖς ἐκ Βερολίνου ἀπέστειλαν χθὲς εἰς τὸ ὑπουργεῖον τῶν Ναυτικῶν τὸ ποσὸν τῶν 1221 φρ. χρ. ὑπὲρ τοῦ ταμείου τοῦ Ἐθνικοῦ Στόλου. — [514, 788, 766, 848]
subheadline: Παραίτησις τοῦ Διευθυντοῦ της — [1047, 221, 1271, 236]
